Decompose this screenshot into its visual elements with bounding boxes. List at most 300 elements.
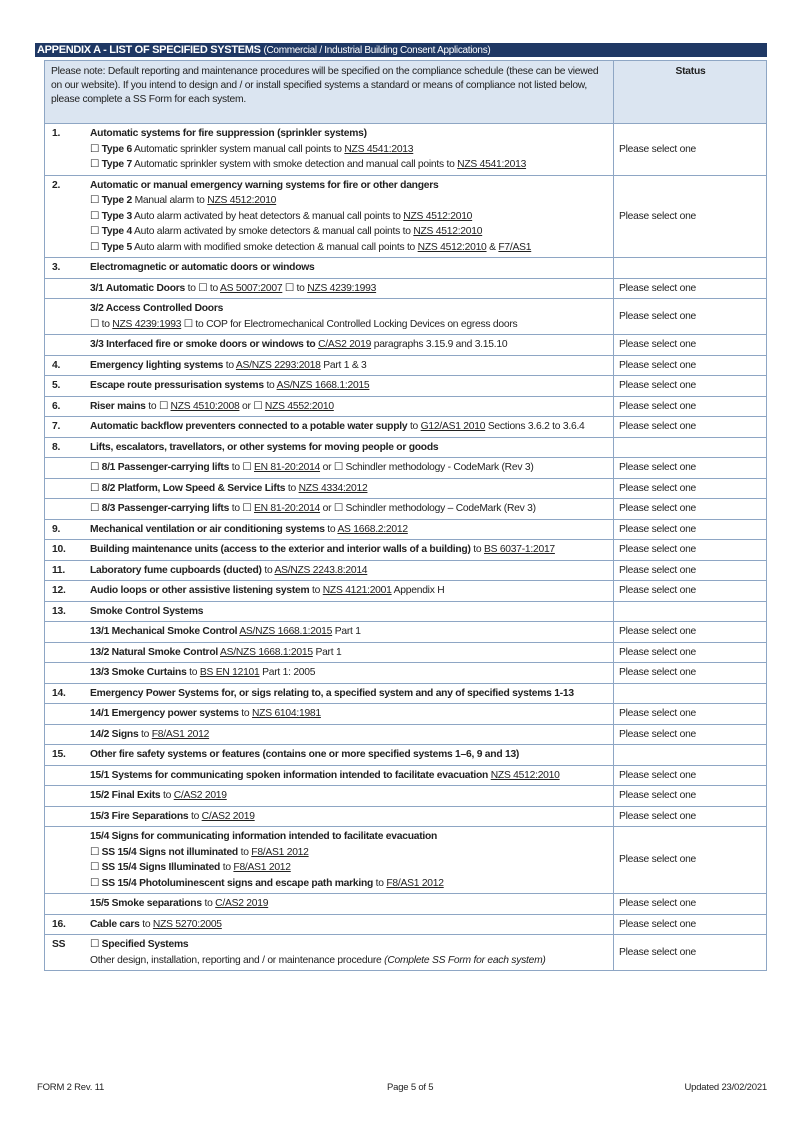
system-number — [45, 894, 85, 915]
system-row — [45, 601, 767, 622]
system-description — [84, 437, 614, 458]
standard-link[interactable]: F8/AS1 2012 — [251, 846, 309, 858]
description-line — [90, 337, 609, 353]
description-text: SS 15/4 Signs Illuminated — [101, 862, 221, 873]
description-text: Other fire safety systems or features (contains one or more specified systems 1–6, 9 and 13) — [90, 749, 520, 760]
description-line — [90, 522, 609, 538]
description-text: Laboratory fume cupboards (ducted) — [90, 564, 262, 576]
description-line — [90, 665, 609, 681]
system-row — [45, 396, 767, 417]
description-text: Building maintenance units (access to the exterior and interior walls of a building) — [90, 544, 471, 555]
description-line — [90, 788, 609, 804]
system-row — [45, 376, 767, 397]
description-text: or ☐ — [239, 400, 265, 412]
system-number — [45, 499, 85, 520]
specified-systems-table — [44, 60, 767, 971]
description-text: to — [238, 708, 252, 719]
description-text: to — [470, 544, 484, 555]
description-text: ☐ to — [282, 282, 308, 294]
description-text: to — [220, 862, 234, 873]
system-row — [45, 827, 767, 894]
description-text: ☐ — [90, 195, 102, 206]
description-text: ☐ — [90, 241, 102, 253]
system-number: 14. — [45, 683, 85, 704]
standard-link[interactable]: AS/NZS 2293:2018 — [235, 359, 321, 371]
status-cell — [614, 258, 767, 279]
description-text: Type 4 — [101, 226, 132, 237]
description-text: Appendix H — [391, 585, 445, 596]
status-select[interactable]: Please select one — [614, 786, 767, 807]
description-text: 15/5 Smoke separations — [90, 898, 202, 909]
description-line — [90, 126, 609, 142]
status-select[interactable]: Please select one — [614, 299, 767, 335]
description-text: to — [160, 790, 174, 801]
system-row — [45, 704, 767, 725]
description-text: & — [486, 241, 499, 253]
standard-link[interactable]: F8/AS1 2012 — [233, 862, 291, 873]
standard-link[interactable]: NZS 4552:2010 — [264, 400, 334, 412]
description-text: Emergency lighting systems — [90, 359, 224, 371]
description-text: to — [186, 667, 200, 678]
system-description — [84, 175, 614, 258]
standard-link[interactable]: C/AS2 2019 — [173, 790, 227, 801]
description-text: Type 7 — [101, 159, 132, 170]
description-line — [90, 157, 609, 173]
system-row — [45, 683, 767, 704]
system-number: 9. — [45, 519, 85, 540]
description-text: 3/2 Access Controlled Doors — [90, 303, 224, 314]
description-text: 13/1 Mechanical Smoke Control — [90, 626, 238, 637]
description-line — [90, 563, 609, 579]
standard-link[interactable]: F8/AS1 2012 — [386, 877, 444, 889]
status-select[interactable]: Please select one — [614, 396, 767, 417]
standard-link[interactable]: NZS 4512:2010 — [403, 210, 473, 222]
standard-link[interactable]: AS/NZS 2243.8:2014 — [274, 564, 368, 576]
status-select[interactable]: Please select one — [614, 335, 767, 356]
description-text: to — [263, 380, 277, 391]
description-text: Automatic sprinkler system manual call points to — [131, 143, 345, 155]
standard-link[interactable]: EN 81-20:2014 — [254, 503, 321, 514]
status-header: Status — [614, 61, 767, 124]
system-number: 3. — [45, 258, 85, 279]
description-text: ☐ — [90, 143, 102, 155]
system-description — [84, 827, 614, 894]
system-row — [45, 622, 767, 643]
system-row — [45, 745, 767, 766]
description-text: to — [373, 877, 387, 889]
description-text: Cable cars — [90, 918, 140, 930]
status-select[interactable]: Please select one — [614, 622, 767, 643]
system-row — [45, 806, 767, 827]
description-text: Type 2 — [101, 195, 132, 206]
note-row — [45, 61, 767, 124]
description-text: 15/1 Systems for communicating spoken information intended to facilitate evacuation — [90, 769, 489, 781]
standard-link[interactable]: NZS 4512:2010 — [417, 241, 487, 253]
system-row — [45, 355, 767, 376]
system-number — [45, 663, 85, 684]
footer-updated: Updated 23/02/2021 — [684, 1082, 767, 1093]
description-text: 3/1 Automatic Doors — [90, 282, 185, 294]
description-text: Riser mains — [90, 400, 146, 412]
system-number — [45, 724, 85, 745]
system-row — [45, 278, 767, 299]
system-description — [84, 642, 614, 663]
standard-link[interactable]: NZS 4510:2008 — [170, 400, 240, 412]
description-line — [90, 645, 609, 661]
description-text: Automatic systems for fire suppression (sprinkler systems) — [90, 128, 367, 139]
system-description — [84, 540, 614, 561]
description-text: Audio loops or other assistive listening system — [90, 585, 310, 596]
note-text: Please note: Default reporting and maintenance procedures will be specified on the compliance schedule (these can be viewed on our website). If you intend to design and / or install specified systems a standard or means of compliance not listed below, please complete a SS Form for each system. — [45, 61, 614, 124]
system-number: 6. — [45, 396, 85, 417]
status-select[interactable]: Please select one — [614, 355, 767, 376]
description-text: to ☐ — [145, 400, 171, 412]
system-row — [45, 478, 767, 499]
description-text: 13/2 Natural Smoke Control — [90, 646, 218, 658]
description-text: Type 3 — [101, 210, 132, 222]
description-text: Type 5 — [101, 241, 132, 253]
system-row — [45, 437, 767, 458]
system-number: 7. — [45, 417, 85, 438]
standard-link[interactable]: NZS 4239:1993 — [112, 318, 182, 330]
description-line — [90, 768, 609, 784]
description-text: Manual alarm to — [131, 195, 208, 206]
description-text: Smoke Control Systems — [90, 605, 204, 617]
system-number — [45, 335, 85, 356]
description-text: 15/2 Final Exits — [90, 790, 161, 801]
system-row — [45, 458, 767, 479]
status-select[interactable]: Please select one — [614, 376, 767, 397]
system-number — [45, 278, 85, 299]
description-line — [90, 193, 609, 209]
description-text: to — [285, 482, 299, 494]
description-text: Lifts, escalators, travellators, or other systems for moving people or goods — [90, 441, 439, 453]
standard-link[interactable]: NZS 5270:2005 — [152, 918, 222, 930]
description-text: ☐ — [90, 862, 102, 873]
system-number — [45, 786, 85, 807]
standard-link[interactable]: BS 6037-1:2017 — [483, 544, 555, 555]
system-number — [45, 458, 85, 479]
standard-link[interactable]: AS 1668.2:2012 — [337, 523, 408, 535]
description-text: ☐ — [90, 482, 102, 494]
description-text: SS 15/4 Photoluminescent signs and escape path marking — [101, 877, 374, 889]
system-row — [45, 299, 767, 335]
status-select[interactable]: Please select one — [614, 914, 767, 935]
status-cell — [614, 745, 767, 766]
appendix-header — [35, 43, 767, 57]
system-description — [84, 258, 614, 279]
description-text: or ☐ Schindler methodology – CodeMark (Rev 3) — [320, 503, 536, 514]
description-text: to ☐ to — [185, 282, 221, 294]
description-line — [90, 686, 609, 702]
standard-link[interactable]: NZS 4239:1993 — [307, 282, 377, 294]
description-text: Part 1 — [312, 646, 342, 658]
description-text: ☐ — [90, 939, 102, 950]
description-text: 14/2 Signs — [90, 728, 139, 740]
description-text: Automatic backflow preventers connected to a potable water supply — [90, 421, 408, 432]
description-text: Auto alarm with modified smoke detection & manual call points to — [131, 241, 418, 253]
system-row — [45, 765, 767, 786]
status-select[interactable]: Please select one — [614, 581, 767, 602]
description-text: to ☐ — [229, 503, 254, 514]
description-text: or ☐ Schindler methodology - CodeMark (Rev 3) — [320, 462, 534, 473]
system-description — [84, 376, 614, 397]
system-row — [45, 786, 767, 807]
description-line — [90, 501, 609, 517]
description-line — [90, 624, 609, 640]
status-select[interactable]: Please select one — [614, 806, 767, 827]
description-line — [90, 399, 609, 415]
status-select[interactable]: Please select one — [614, 519, 767, 540]
description-text: Escape route pressurisation systems — [90, 380, 264, 391]
status-select[interactable]: Please select one — [614, 724, 767, 745]
status-select[interactable]: Please select one — [614, 458, 767, 479]
system-description — [84, 935, 614, 971]
description-line — [90, 727, 609, 743]
system-number — [45, 642, 85, 663]
description-line — [90, 896, 609, 912]
description-line — [90, 542, 609, 558]
description-text: to — [201, 898, 216, 909]
description-text: SS 15/4 Signs not illuminated — [101, 846, 238, 858]
system-number — [45, 478, 85, 499]
system-row — [45, 499, 767, 520]
description-text: to — [261, 564, 275, 576]
system-number: 5. — [45, 376, 85, 397]
description-line — [90, 917, 609, 933]
description-text: Emergency Power Systems for, or sigs relating to, a specified system and any of specified systems 1-13 — [90, 687, 574, 699]
standard-link[interactable]: AS/NZS 1668.1:2015 — [276, 380, 370, 391]
standard-link[interactable]: F7/AS1 — [498, 241, 532, 253]
status-select[interactable]: Please select one — [614, 765, 767, 786]
status-cell — [614, 437, 767, 458]
description-line — [90, 440, 609, 456]
system-row — [45, 581, 767, 602]
status-select[interactable]: Please select one — [614, 642, 767, 663]
description-line — [90, 301, 609, 317]
description-text: Electromagnetic or automatic doors or windows — [90, 262, 315, 273]
standard-link[interactable]: BS EN 12101 — [199, 667, 260, 678]
description-text: to — [188, 810, 202, 822]
standard-link[interactable]: NZS 4512:2010 — [413, 226, 483, 237]
description-text: Specified Systems — [101, 939, 189, 950]
system-row — [45, 560, 767, 581]
description-line — [90, 829, 609, 845]
system-number — [45, 622, 85, 643]
status-select[interactable]: Please select one — [614, 894, 767, 915]
description-line — [90, 178, 609, 194]
status-select[interactable]: Please select one — [614, 827, 767, 894]
description-line — [90, 706, 609, 722]
system-description — [84, 499, 614, 520]
description-line — [90, 378, 609, 394]
footer-page: Page 5 of 5 — [387, 1082, 434, 1093]
standard-link[interactable]: NZS 4334:2012 — [298, 482, 368, 494]
description-text: 15/4 Signs for communicating information intended to facilitate evacuation — [90, 831, 438, 842]
system-number: 4. — [45, 355, 85, 376]
description-text: paragraphs 3.15.9 and 3.15.10 — [371, 339, 508, 350]
system-row — [45, 642, 767, 663]
description-line — [90, 419, 609, 435]
system-row — [45, 175, 767, 258]
description-text: Type 6 — [101, 143, 132, 155]
description-text: Mechanical ventilation or air conditioning systems — [90, 523, 325, 535]
system-number: SS — [45, 935, 85, 971]
system-description — [84, 417, 614, 438]
description-line — [90, 876, 609, 892]
system-row — [45, 417, 767, 438]
description-text: Other design, installation, reporting and / or maintenance procedure — [90, 954, 385, 966]
standard-link[interactable]: NZS 4512:2010 — [490, 769, 560, 781]
standard-link[interactable]: NZS 4121:2001 — [322, 585, 392, 596]
description-line — [90, 281, 609, 297]
standard-link[interactable]: NZS 4512:2010 — [207, 195, 277, 206]
status-select[interactable]: Please select one — [614, 704, 767, 725]
footer-form: FORM 2 Rev. 11 — [37, 1082, 105, 1093]
description-line — [90, 142, 609, 158]
system-description — [84, 478, 614, 499]
description-text: to — [223, 359, 236, 371]
system-number: 16. — [45, 914, 85, 935]
system-row — [45, 519, 767, 540]
system-description — [84, 355, 614, 376]
description-line — [90, 583, 609, 599]
description-line — [90, 209, 609, 225]
description-text: to — [309, 585, 323, 596]
standard-link[interactable]: G12/AS1 2010 — [420, 421, 486, 432]
description-line — [90, 604, 609, 620]
system-description — [84, 519, 614, 540]
status-select[interactable]: Please select one — [614, 663, 767, 684]
system-description — [84, 458, 614, 479]
system-description — [84, 581, 614, 602]
description-text: 8/2 Platform, Low Speed & Service Lifts — [101, 482, 286, 494]
system-row — [45, 724, 767, 745]
description-text: ☐ to — [90, 318, 113, 330]
description-text: ☐ — [90, 226, 102, 237]
description-line — [90, 809, 609, 825]
standard-link[interactable]: AS/NZS 1668.1:2015 — [239, 626, 333, 637]
description-line — [90, 317, 609, 333]
description-text: ☐ — [90, 503, 102, 514]
system-number: 13. — [45, 601, 85, 622]
system-description — [84, 704, 614, 725]
status-select[interactable]: Please select one — [614, 478, 767, 499]
appendix-subtitle: (Commercial / Industrial Building Consent Applications) — [263, 45, 491, 56]
status-cell — [614, 683, 767, 704]
system-number: 12. — [45, 581, 85, 602]
standard-link[interactable]: C/AS2 2019 — [215, 898, 269, 909]
system-number — [45, 299, 85, 335]
description-text: to — [139, 918, 153, 930]
system-description — [84, 683, 614, 704]
status-select[interactable]: Please select one — [614, 175, 767, 258]
system-number: 2. — [45, 175, 85, 258]
system-description — [84, 124, 614, 176]
system-number: 8. — [45, 437, 85, 458]
description-text: 15/3 Fire Separations — [90, 810, 189, 822]
description-text: to — [324, 523, 338, 535]
description-text: to — [138, 728, 152, 740]
system-number — [45, 827, 85, 894]
system-row — [45, 914, 767, 935]
description-text: 3/3 Interfaced fire or smoke doors or windows to — [90, 339, 319, 350]
description-text: ☐ — [90, 877, 102, 889]
system-number — [45, 704, 85, 725]
system-description — [84, 663, 614, 684]
description-text: Auto alarm activated by heat detectors & manual call points to — [131, 210, 404, 222]
status-select[interactable]: Please select one — [614, 278, 767, 299]
standard-link[interactable]: C/AS2 2019 — [318, 339, 372, 350]
description-line — [90, 358, 609, 374]
description-text: Part 1 & 3 — [320, 359, 367, 371]
description-text: Part 1 — [332, 626, 361, 637]
system-row — [45, 540, 767, 561]
description-text: to — [237, 846, 252, 858]
standard-link[interactable]: NZS 6104:1981 — [252, 708, 321, 719]
description-text: 14/1 Emergency power systems — [90, 708, 239, 719]
status-select[interactable]: Please select one — [614, 499, 767, 520]
standard-link[interactable]: AS/NZS 1668.1:2015 — [220, 646, 313, 658]
system-row — [45, 124, 767, 176]
description-line — [90, 260, 609, 276]
system-description — [84, 278, 614, 299]
description-text: ☐ — [90, 846, 102, 858]
system-description — [84, 622, 614, 643]
system-description — [84, 786, 614, 807]
status-select[interactable]: Please select one — [614, 124, 767, 176]
standard-link[interactable]: F8/AS1 2012 — [151, 728, 210, 740]
description-line — [90, 937, 609, 953]
system-number — [45, 806, 85, 827]
status-select[interactable]: Please select one — [614, 417, 767, 438]
status-cell — [614, 601, 767, 622]
description-line — [90, 460, 609, 476]
status-select[interactable]: Please select one — [614, 935, 767, 971]
system-description — [84, 335, 614, 356]
description-text: ☐ — [90, 210, 102, 222]
system-number: 1. — [45, 124, 85, 176]
system-description — [84, 894, 614, 915]
description-text: to — [407, 421, 421, 432]
system-row — [45, 335, 767, 356]
description-text: ☐ to COP for Electromechanical Controlled Locking Devices on egress doors — [181, 318, 518, 330]
description-text: to ☐ — [229, 462, 254, 473]
status-select[interactable]: Please select one — [614, 540, 767, 561]
description-line — [90, 224, 609, 240]
standard-link[interactable]: C/AS2 2019 — [201, 810, 255, 822]
appendix-title: APPENDIX A - LIST OF SPECIFIED SYSTEMS — [37, 44, 261, 56]
system-row — [45, 935, 767, 971]
standard-link[interactable]: NZS 4541:2013 — [344, 143, 414, 155]
system-description — [84, 765, 614, 786]
standard-link[interactable]: EN 81-20:2014 — [254, 462, 321, 473]
standard-link[interactable]: AS 5007:2007 — [220, 282, 283, 294]
system-description — [84, 396, 614, 417]
description-text: ☐ — [90, 159, 102, 170]
system-description — [84, 724, 614, 745]
system-number: 10. — [45, 540, 85, 561]
system-row — [45, 894, 767, 915]
system-number — [45, 765, 85, 786]
description-line — [90, 953, 609, 969]
system-description — [84, 745, 614, 766]
status-select[interactable]: Please select one — [614, 560, 767, 581]
description-text: 13/3 Smoke Curtains — [90, 667, 187, 678]
standard-link[interactable]: NZS 4541:2013 — [457, 159, 527, 170]
description-text: Auto alarm activated by smoke detectors & manual call points to — [131, 226, 414, 237]
description-text: Automatic sprinkler system with smoke detection and manual call points to — [131, 159, 458, 170]
